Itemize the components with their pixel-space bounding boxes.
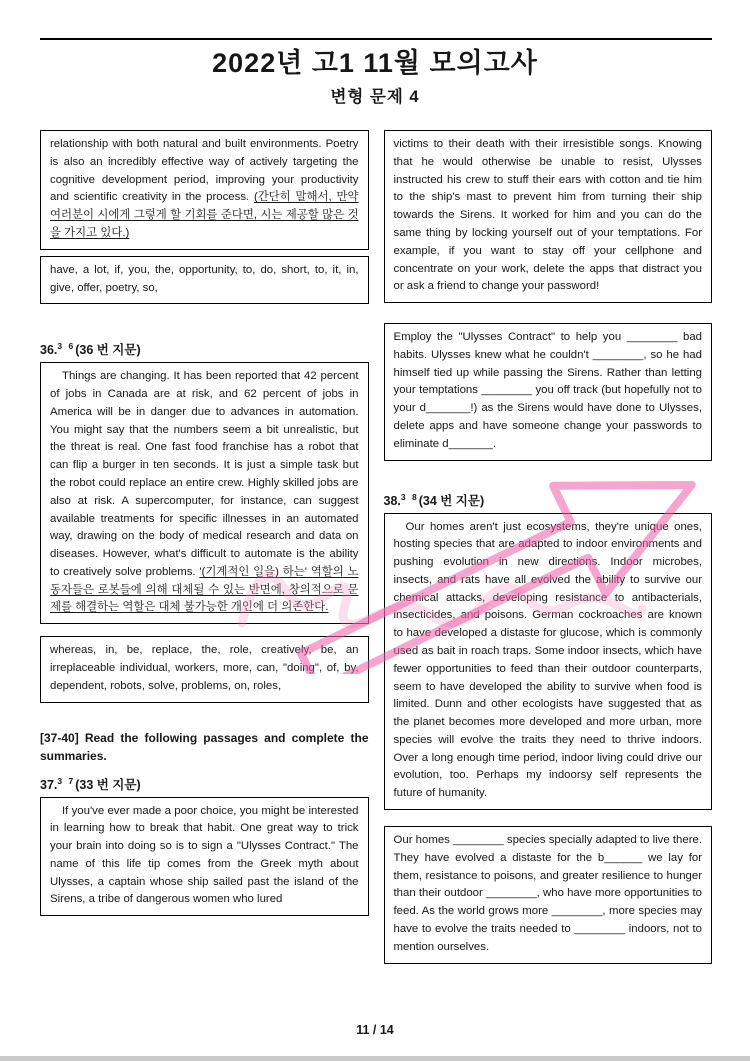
page-subtitle: 변형 문제 4 — [330, 88, 420, 107]
right-column — [384, 130, 713, 963]
passage-36-korean-underlined: '(기계적인 일을) 하는' 역할의 노동자들은 로봇들에 의해 대체될 수 있는 반면에, 창의적으로 문제를 해결하는 역할은 대체 불가능한 개인에 더 의존한다. — [50, 565, 359, 614]
page-number: 11 / 14 — [356, 1023, 394, 1037]
passage-34-box — [384, 513, 713, 811]
summary-33-text: Employ the "Ulysses Contract" to help you ________ bad habits. Ulysses knew what he couldn't ________, so he had himself tied up while passing the Sirens. Rather than letting your temptations ________ you off track (but hopefully not to your d_______!) as the Sirens would have done to Ulysses, delete apps and have someone change your passwords to eliminate d_______. — [393, 331, 702, 450]
passage-36-box — [40, 362, 369, 624]
passage-34-text: Our homes aren't just ecosystems, they're unique ones, hosting species that are adapted to indoor environments and pushing evolution in new directions. Indoor microbes, insects, and rats have all evolved the ability to survive our chemical attacks, developing resistance to antibacterials, insecticides, and poisons. German cockroaches are known to have developed a distaste for glucose, which is commonly used as bait in roach traps. Some indoor insects, which have fewer opportunities to feed than their outdoor counterparts, seem to have developed the ability to survive when food is limited. Dunn and other ecologists have suggested that as the planet becomes more developed and more urban, more species will evolve the traits they need to thrive indoors. Over a long enough time period, indoor living could drive our evolution, too. Perhaps my indoorsy self represents the future of humanity. — [393, 520, 702, 800]
passage-36-text: Things are changing. It has been reported that 42 percent of jobs in Canada are at risk, and 62 percent of jobs in America will be in danger due to advances in automation. You might say that the numbers seem a bit unrealistic, but the threat is real. One fast food franchise has a robot that can flip a burger in ten seconds. It is just a simple task but the robot could replace an entire crew. Highly skilled jobs are also at risk. A supercomputer, for instance, can suggest available treatments for specific illnesses in an automated way, drawing on the body of medical research and data on diseases. However, what's difficult to automate is the ability to creatively solve problems. — [50, 370, 359, 578]
question-36-superscript: 3 6 — [57, 341, 76, 352]
page-header — [0, 0, 750, 107]
passage-33-box-part2 — [384, 130, 713, 303]
wordbank-box-36 — [40, 636, 369, 702]
summary-33-box — [384, 323, 713, 460]
wordbank-box-top — [40, 256, 369, 305]
question-38-label: (34 번 지문) — [418, 493, 485, 508]
passage-33-part1-text: If you've ever made a poor choice, you might be interested in learning how to break that habit. One great way to trick your brain into doing so is to sign a "Ulysses Contract." The name of this life tip comes from the Greek myth about Ulysses, a captain whose ship sailed past the island of the Sirens, a tribe of dangerous women who lured — [50, 804, 359, 906]
question-38-heading — [384, 491, 713, 509]
question-36-number: 36. — [40, 343, 58, 358]
passage-continuation-box — [40, 130, 369, 250]
wordbank-top-text: have, a lot, if, you, the, opportunity, to, do, short, to, it, in, give, offer, poetry, so, — [50, 263, 359, 294]
top-rule — [40, 38, 712, 40]
page-bottom-edge — [0, 1056, 750, 1061]
question-37-superscript: 3 7 — [57, 775, 76, 786]
question-38-number: 38. — [383, 493, 401, 508]
question-38-superscript: 3 8 — [400, 491, 419, 502]
korean-translation-underlined: (간단히 말해서, 만약 여러분이 시에게 그렇게 할 기회를 준다면, 시는 제공할 많은 것을 가지고 있다.) — [50, 191, 359, 239]
question-36-heading — [40, 340, 369, 358]
page-title: 2022년 고1 11월 모의고사 — [212, 48, 538, 78]
passage-continuation-text: relationship with both natural and built environments. Poetry is also an incredibly effective way of actively targeting the cognitive development period, improving your productivity and scientific creativity in the process. — [50, 138, 359, 204]
left-column — [40, 130, 369, 916]
content-columns — [0, 130, 750, 963]
question-37-number: 37. — [40, 777, 58, 792]
summary-34-text: Our homes ________ species specially adapted to live there. They have evolved a distaste for the b______ we lay for them, resistance to poisons, and greater resilience to hunger than their outdoor ________, who have more opportunities to feed. As the world grows more ________, more species may have to evolve the traits needed to ________ indoors, not to mention ourselves. — [393, 834, 702, 953]
passage-33-box-part1 — [40, 797, 369, 917]
passage-33-part2-text: victims to their death with their irresistible songs. Knowing that he would otherwise be unable to resist, Ulysses instructed his crew to stuff their ears with cotton and tie him to the ship's mast to prevent him from turning their ship towards the Sirens. It worked for him and you can do the same thing by locking yourself out of your temptations. For example, if you want to stay off your cellphone and concentrate on your work, delete the apps that distract you or ask a friend to change your password! — [393, 138, 702, 293]
summary-34-box — [384, 826, 713, 963]
question-37-heading — [40, 775, 369, 793]
question-37-label: (33 번 지문) — [75, 777, 141, 792]
question-36-label: (36 번 지문) — [75, 343, 141, 358]
section-37-40-header: [37-40] Read the following passages and complete the summaries. — [40, 730, 369, 763]
wordbank-36-text: whereas, in, be, replace, the, role, creatively, be, an irreplaceable individual, workers, more, can, "doing", of, by, dependent, robots, solve, problems, on, roles, — [50, 644, 359, 692]
